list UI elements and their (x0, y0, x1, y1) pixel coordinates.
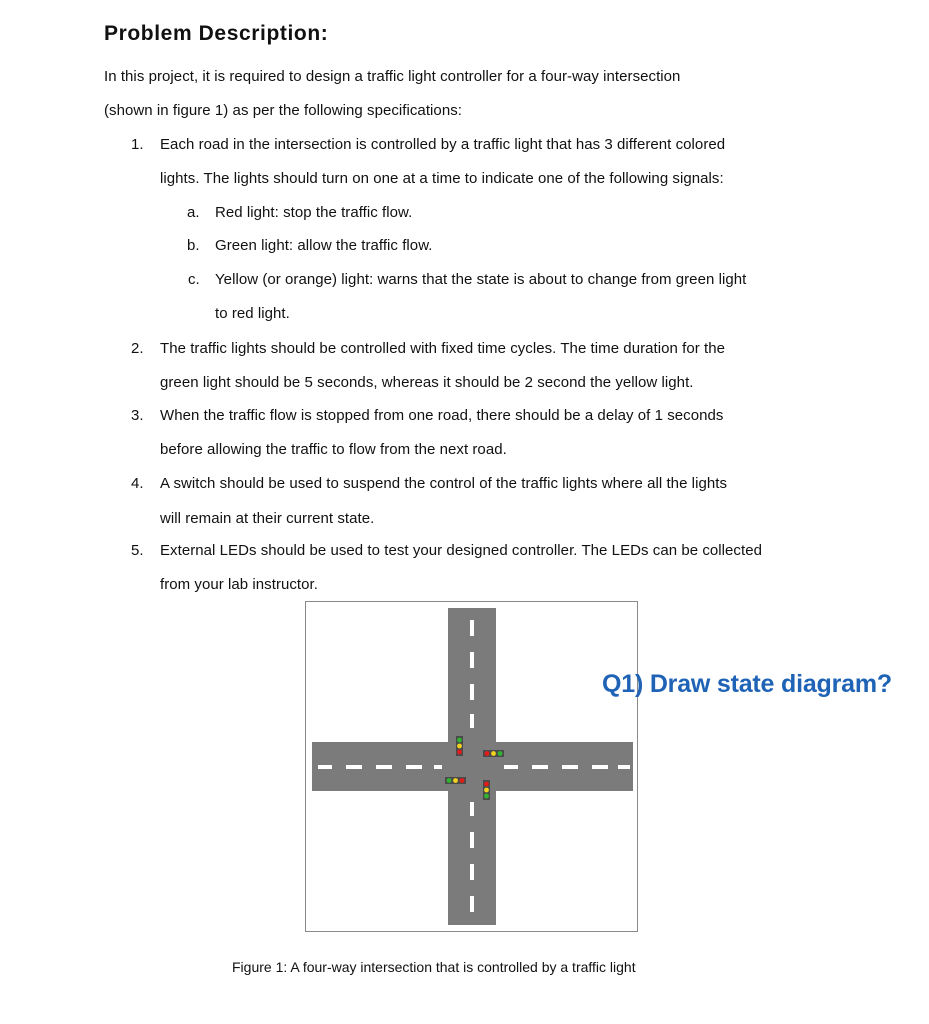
item-number-4: 4. (131, 475, 144, 492)
traffic-light-east (483, 750, 504, 757)
item-number-3: 3. (131, 407, 144, 424)
subitem-letter-c: c. (188, 271, 200, 288)
item-number-2: 2. (131, 340, 144, 357)
subitem-c-line-1: Yellow (or orange) light: warns that the state is about to change from green light (215, 271, 747, 288)
intro-line-1: In this project, it is required to design a traffic light controller for a four-way intersection (104, 68, 681, 85)
item-2-line-2: green light should be 5 seconds, whereas it should be 2 second the yellow light. (160, 374, 694, 391)
intro-line-2: (shown in figure 1) as per the following specifications: (104, 102, 462, 119)
traffic-light-north (456, 736, 463, 756)
subitem-letter-b: b. (187, 237, 200, 254)
item-4-line-1: A switch should be used to suspend the control of the traffic lights where all the lights (160, 475, 728, 492)
item-2-line-1: The traffic lights should be controlled with fixed time cycles. The time duration for the (160, 340, 726, 357)
subitem-a-text: Red light: stop the traffic flow. (215, 204, 413, 221)
question-label: Q1) Draw state diagram? (602, 670, 892, 698)
item-4-line-2: will remain at their current state. (160, 510, 375, 527)
intersection-diagram (306, 602, 637, 931)
item-3-line-1: When the traffic flow is stopped from one road, there should be a delay of 1 seconds (160, 407, 724, 424)
page-heading: Problem Description: (104, 22, 329, 45)
figure-caption: Figure 1: A four-way intersection that is controlled by a traffic light (232, 959, 636, 975)
item-5-line-2: from your lab instructor. (160, 576, 318, 593)
traffic-light-south (483, 780, 490, 800)
item-number-5: 5. (131, 542, 144, 559)
subitem-letter-a: a. (187, 204, 200, 221)
subitem-b-text: Green light: allow the traffic flow. (215, 237, 433, 254)
item-number-1: 1. (131, 136, 144, 153)
item-1-line-1: Each road in the intersection is controlled by a traffic light that has 3 different colored (160, 136, 726, 153)
item-5-line-1: External LEDs should be used to test your designed controller. The LEDs can be collected (160, 542, 762, 559)
item-3-line-2: before allowing the traffic to flow from the next road. (160, 441, 507, 458)
subitem-c-line-2: to red light. (215, 305, 290, 322)
item-1-line-2: lights. The lights should turn on one at a time to indicate one of the following signals: (160, 170, 724, 187)
intersection-figure (305, 601, 638, 932)
traffic-light-west (445, 777, 466, 784)
